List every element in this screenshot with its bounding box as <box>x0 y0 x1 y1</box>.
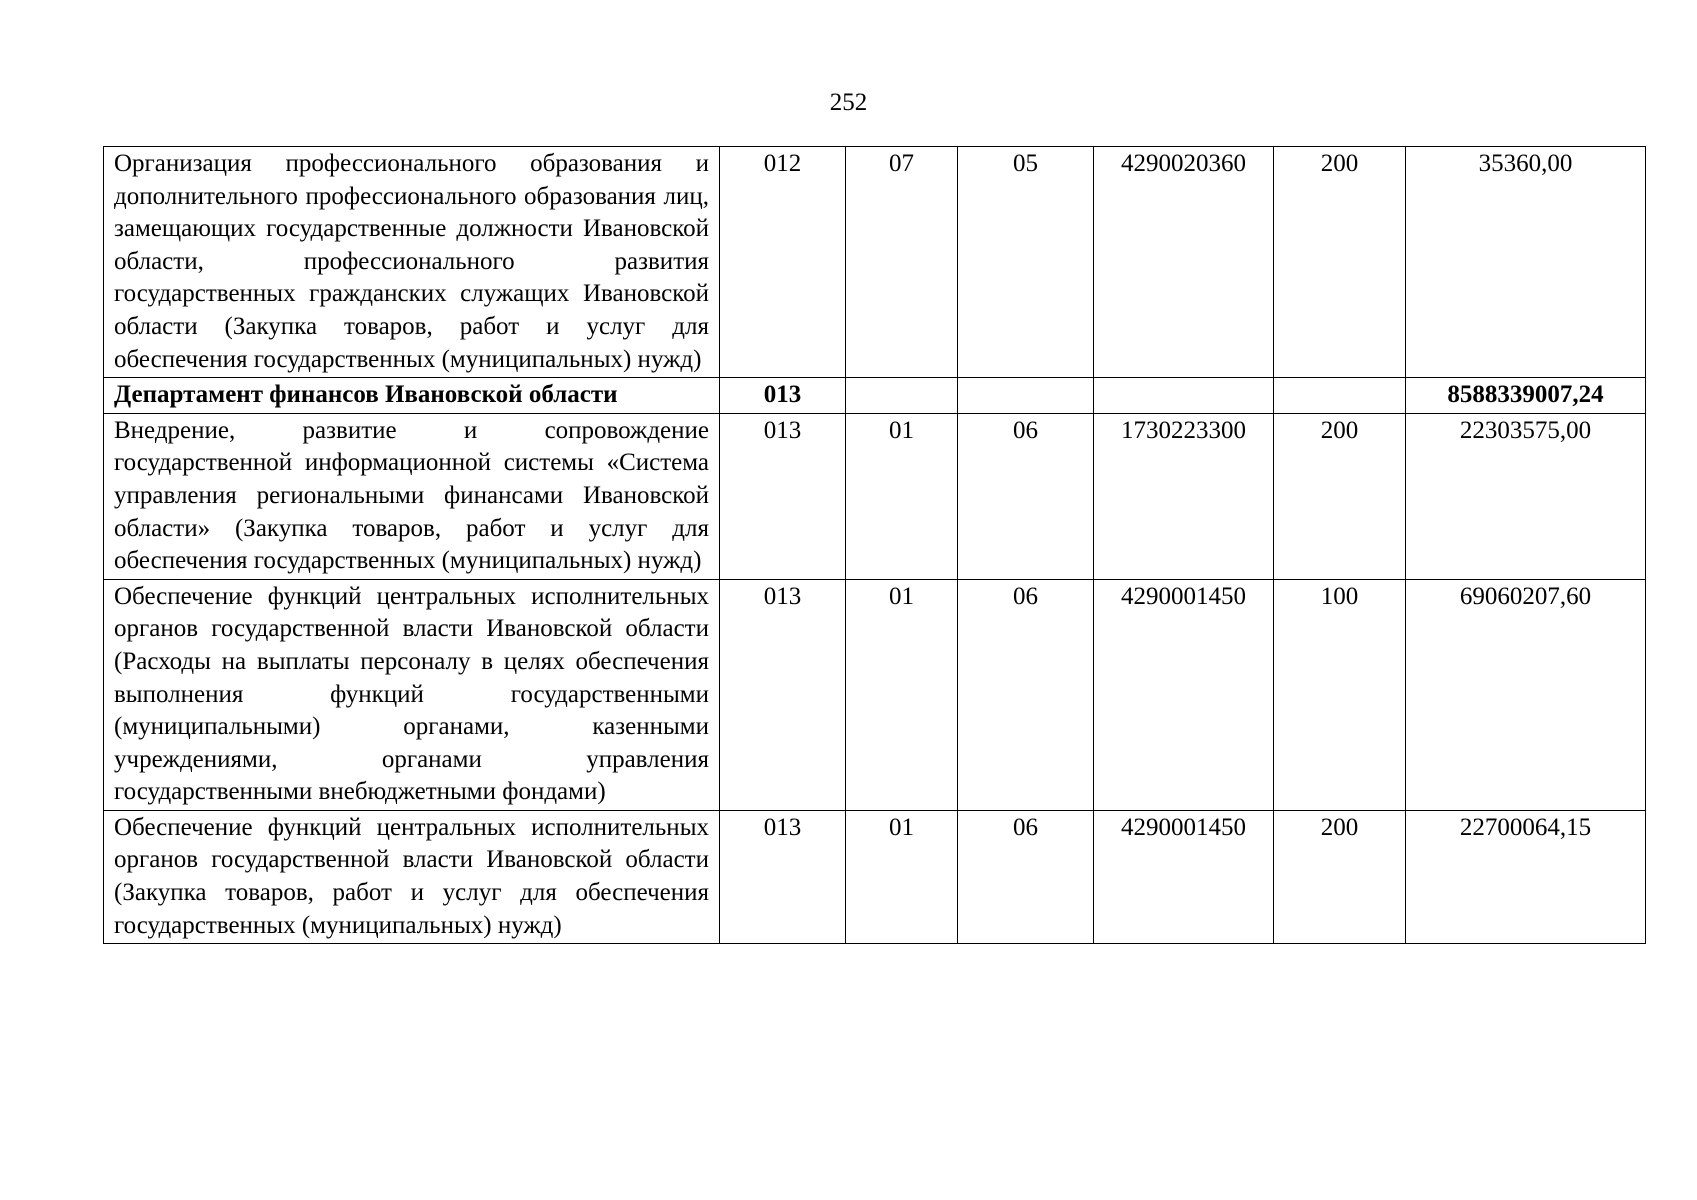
section-code-cell <box>846 378 958 414</box>
row-name-cell: Обеспечение функций центральных исполнительных органов государственной власти Ивановской области (Закупка товаров, работ и услуг для обеспечения государственных (муниципальных) нужд) <box>104 810 720 943</box>
row-name-cell: Внедрение, развитие и сопровождение государственной информационной системы «Система управления региональными финансами Ивановской области» (Закупка товаров, работ и услуг для обеспечения государственных (муниципальных) нужд) <box>104 413 720 579</box>
table-row <box>104 579 1646 810</box>
subsection-code-cell <box>958 378 1094 414</box>
table-row <box>104 413 1646 579</box>
subsection-code-cell: 06 <box>958 413 1094 579</box>
section-code-cell: 01 <box>846 810 958 943</box>
section-code-cell: 01 <box>846 413 958 579</box>
ministry-code-cell: 013 <box>720 579 846 810</box>
row-name-cell: Организация профессионального образования и дополнительного профессионального образования лиц, замещающих государственные должности Ивановской области, профессионального развития государственных гражданских служащих Ивановской области (Закупка товаров, работ и услуг для обеспечения государственных (муниципальных) нужд) <box>104 147 720 378</box>
amount-cell: 22303575,00 <box>1406 413 1646 579</box>
ministry-code-cell: 013 <box>720 378 846 414</box>
target-article-cell: 1730223300 <box>1094 413 1274 579</box>
target-article-cell: 4290001450 <box>1094 810 1274 943</box>
subsection-code-cell: 06 <box>958 579 1094 810</box>
table-row <box>104 810 1646 943</box>
expense-type-cell: 200 <box>1274 147 1406 378</box>
amount-cell: 69060207,60 <box>1406 579 1646 810</box>
expense-type-cell: 200 <box>1274 810 1406 943</box>
target-article-cell <box>1094 378 1274 414</box>
page-number: 252 <box>829 89 868 116</box>
ministry-code-cell: 013 <box>720 413 846 579</box>
expense-type-cell: 100 <box>1274 579 1406 810</box>
ministry-code-cell: 013 <box>720 810 846 943</box>
subsection-code-cell: 05 <box>958 147 1094 378</box>
subsection-code-cell: 06 <box>958 810 1094 943</box>
amount-cell: 35360,00 <box>1406 147 1646 378</box>
section-code-cell: 01 <box>846 579 958 810</box>
row-name-cell: Обеспечение функций центральных исполнительных органов государственной власти Ивановской области (Расходы на выплаты персоналу в целях обеспечения выполнения функций государственными (муниципальными) органами, казенными учреждениями, органами управления государственными внебюджетными фондами) <box>104 579 720 810</box>
department-name-cell: Департамент финансов Ивановской области <box>104 378 720 414</box>
section-code-cell: 07 <box>846 147 958 378</box>
expense-type-cell: 200 <box>1274 413 1406 579</box>
expense-type-cell <box>1274 378 1406 414</box>
budget-table <box>103 146 1646 944</box>
amount-cell: 22700064,15 <box>1406 810 1646 943</box>
department-row <box>104 378 1646 414</box>
department-total-cell: 8588339007,24 <box>1406 378 1646 414</box>
table-row <box>104 147 1646 378</box>
target-article-cell: 4290001450 <box>1094 579 1274 810</box>
ministry-code-cell: 012 <box>720 147 846 378</box>
target-article-cell: 4290020360 <box>1094 147 1274 378</box>
